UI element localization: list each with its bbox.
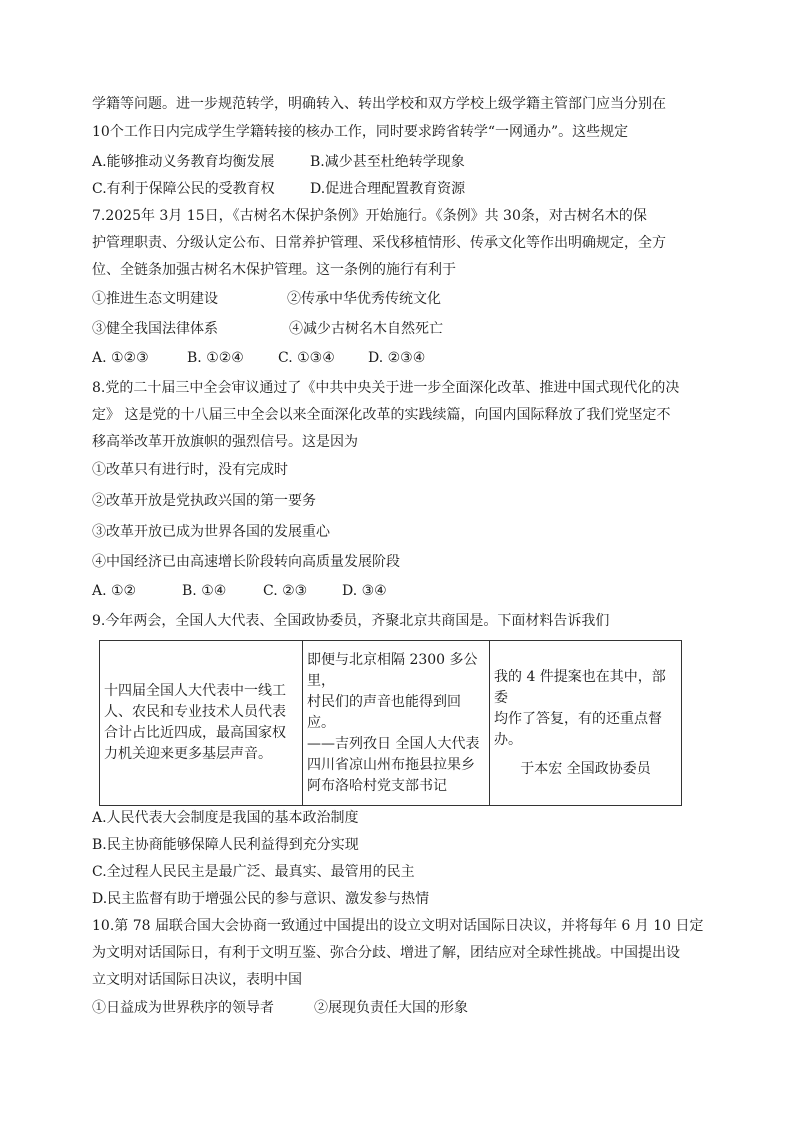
q10-stem-line: 10.第 78 届联合国大会协商一致通过中国提出的设立文明对话国际日决议，并将每年 6 月 10 日定 — [92, 918, 704, 934]
q8-stem-line: 8.党的二十届三中全会审议通过了《中共中央关于进一步全面深化改革、推进中国式现代化的决 — [92, 380, 680, 396]
q7-item-3: ③健全我国法律体系 — [92, 321, 218, 337]
q7-stem-line: 7.2025年 3月 15日，《古树名木保护条例》开始施行。《条例》共 30条，对古树名木的保 — [92, 208, 647, 224]
q9-option-d: D.民主监督有助于增强公民的参与意识、激发参与热情 — [92, 891, 430, 907]
q8-option-c: C. ②③ — [263, 583, 308, 599]
cell1-line: 合计占比近四成，最高国家权 — [104, 725, 286, 741]
cell2-signature: 阿布洛哈村党支部书记 — [307, 777, 447, 794]
q10-stem-line: 为文明对话国际日，有利于文明互鉴、弥合分歧、增进了解，团结应对全球性挑战。中国提出设 — [92, 945, 680, 961]
q7-stem-line: 位、全链条加强古树名木保护管理。这一条例的施行有利于 — [92, 262, 456, 278]
q7-item-4: ④减少古树名木自然死亡 — [289, 321, 443, 337]
q7-option-d: D. ②③④ — [368, 350, 426, 366]
cell1-line: 人、农民和专业技术人员代表 — [104, 704, 286, 720]
q7-item-2: ②传承中华优秀传统文化 — [287, 291, 441, 307]
q10-item-1: ①日益成为世界秩序的领导者 — [92, 1000, 274, 1016]
q6-option-a: A.能够推动义务教育均衡发展 — [92, 154, 275, 170]
cell2-signature: ——吉列孜日 全国人大代表 — [307, 735, 480, 752]
q6-text-line: 学籍等问题。进一步规范转学，明确转入、转出学校和双方学校上级学籍主管部门应当分别在 — [92, 96, 666, 112]
q7-item-1: ①推进生态文明建设 — [92, 291, 218, 307]
q8-item-2: ②改革开放是党执政兴国的第一要务 — [92, 493, 316, 509]
q9-option-a: A.人民代表大会制度是我国的基本政治制度 — [92, 810, 359, 826]
q8-stem-line: 移高举改革开放旗帜的强烈信号。这是因为 — [92, 434, 358, 450]
q6-option-d: D.促进合理配置教育资源 — [310, 181, 466, 197]
q9-option-b: B.民主协商能够保障人民利益得到充分实现 — [92, 837, 359, 853]
q10-item-2: ②展现负责任大国的形象 — [314, 1000, 468, 1016]
cell2-signature: 四川省凉山州布拖县拉果乡 — [307, 756, 475, 773]
q9-material-cell-2 — [303, 641, 490, 806]
q7-option-a: A. ①②③ — [92, 350, 149, 366]
q8-item-1: ①改革只有进行时，没有完成时 — [92, 462, 288, 478]
cell1-line: 十四届全国人大代表中一线工 — [104, 683, 286, 699]
q7-stem-line: 护管理职责、分级认定公布、日常养护管理、采伐移植情形、传承文化等作出明确规定，全方 — [92, 235, 666, 251]
q6-option-c: C.有利于保障公民的受教育权 — [92, 181, 275, 197]
cell1-line: 力机关迎来更多基层声音。 — [104, 746, 272, 762]
cell3-line: 我的 4 件提案也在其中，部委 — [494, 668, 666, 706]
q8-item-3: ③改革开放已成为世界各国的发展重心 — [92, 524, 330, 540]
q8-option-b: B. ①④ — [182, 583, 227, 599]
cell2-line: 村民们的声音也能得到回应。 — [307, 693, 461, 731]
q9-option-c: C.全过程人民民主是最广泛、最真实、最管用的民主 — [92, 864, 415, 880]
q10-stem-line: 立文明对话国际日决议，表明中国 — [92, 972, 302, 988]
q8-item-4: ④中国经济已由高速增长阶段转向高质量发展阶段 — [92, 554, 400, 570]
q6-text-line: 10个工作日内完成学生学籍转接的核办工作，同时要求跨省转学“一网通办”。这些规定 — [92, 124, 629, 140]
q9-material-cell-3 — [490, 641, 682, 806]
q9-stem: 9.今年两会，全国人大代表、全国政协委员，齐聚北京共商国是。下面材料告诉我们 — [92, 613, 610, 629]
q9-material-table — [99, 640, 682, 806]
cell3-signature: 于本宏 全国政协委员 — [520, 760, 651, 777]
q8-option-d: D. ③④ — [342, 583, 387, 599]
q7-option-b: B. ①②④ — [187, 350, 244, 366]
q9-material-cell-1 — [100, 641, 303, 806]
cell2-line: 即便与北京相隔 2300 多公 — [307, 651, 478, 668]
cell2-line: 里， — [307, 672, 335, 689]
q8-option-a: A. ①② — [92, 583, 137, 599]
cell3-line: 办。 — [494, 731, 522, 748]
q6-option-b: B.减少甚至杜绝转学现象 — [310, 154, 465, 170]
q8-stem-line: 定》 这是党的十八届三中全会以来全面深化改革的实践续篇，向国内国际释放了我们党坚定不 — [92, 407, 671, 423]
q7-option-c: C. ①③④ — [278, 350, 335, 366]
cell3-line: 均作了答复，有的还重点督 — [494, 710, 662, 727]
